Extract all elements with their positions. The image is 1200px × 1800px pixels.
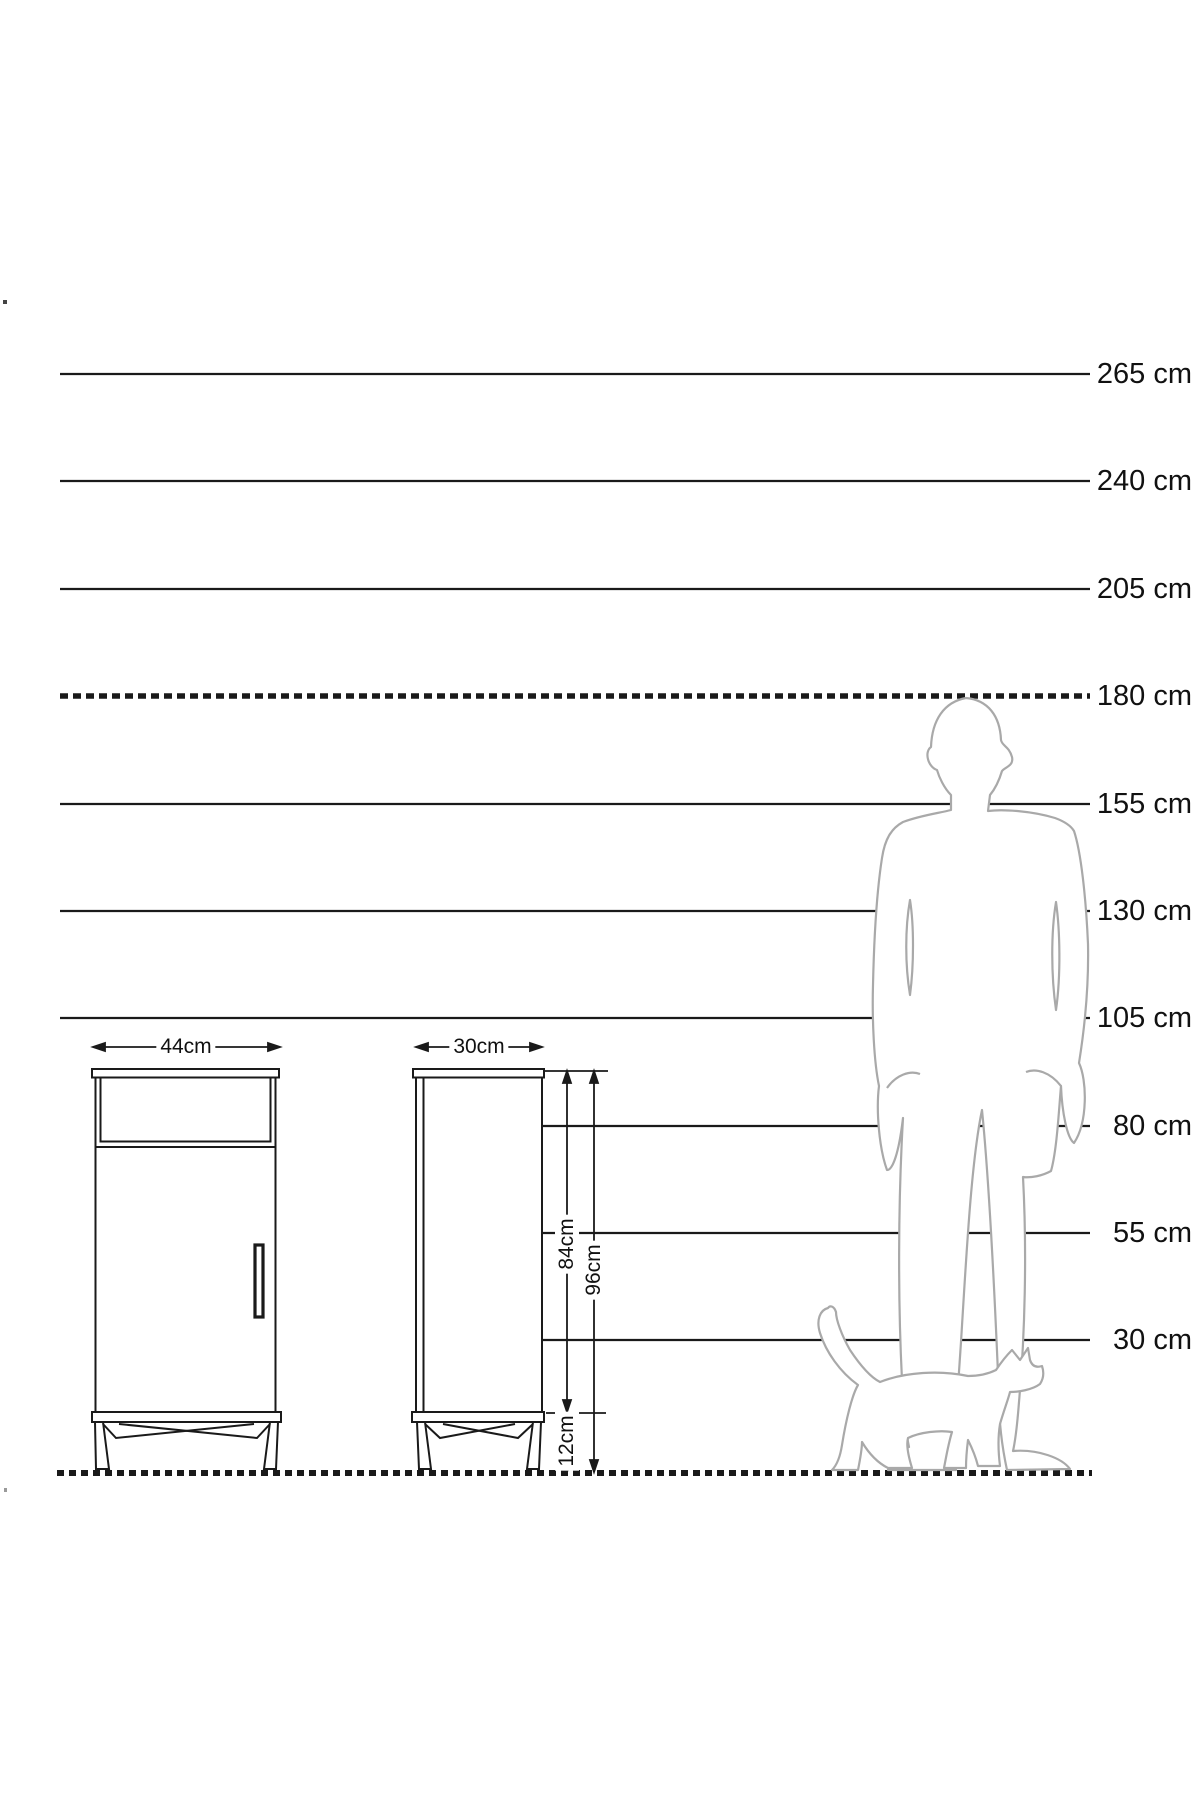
man-silhouette [873,698,1088,1470]
ruler-label-55: 55 cm [1113,1217,1192,1249]
cabinet-front-view [92,1069,281,1469]
ruler-label-80: 80 cm [1113,1110,1192,1142]
side-body [416,1078,542,1413]
ruler-label-180: 180 cm [1096,680,1192,712]
dim-44-arrow-left [93,1043,105,1051]
dim-30-arrow-left [416,1043,428,1051]
speck-top-left [3,300,7,304]
ruler-label-30: 30 cm [1113,1324,1192,1356]
ruler-label-205: 205 cm [1096,573,1192,605]
ruler-label-240: 240 cm [1096,465,1192,497]
dim-label-side-depth: 30cm [449,1035,508,1059]
dim-84-arrow-top [563,1071,571,1083]
dim-label-leg-height: 12cm [555,1411,579,1470]
ruler-label-130: 130 cm [1096,895,1192,927]
side-right-leg [527,1422,541,1469]
man-outline [873,698,1088,1470]
ruler-label-265: 265 cm [1096,358,1192,390]
dim-84-arrow-bottom [563,1400,571,1412]
dim-label-body-height: 84cm [555,1214,579,1273]
side-top-board [413,1069,544,1078]
dim-44-arrow-right [268,1043,280,1051]
side-left-leg [417,1422,431,1469]
front-body [96,1078,276,1413]
cabinet-side-view [412,1069,544,1469]
dim-30-arrow-right [530,1043,542,1051]
front-top-board [92,1069,279,1078]
scan-specks [3,300,7,1492]
ruler-label-105: 105 cm [1096,1002,1192,1034]
dim-label-front-width: 44cm [156,1035,215,1059]
dim-label-total-height: 96cm [582,1240,606,1299]
front-bottom-board [92,1412,281,1422]
dim-96-arrow-top [590,1071,598,1083]
front-niche [101,1078,271,1142]
dimension-lines [93,1043,608,1472]
side-bottom-board [412,1412,544,1422]
speck-bottom-left [4,1488,7,1492]
front-door-handle [255,1245,263,1317]
ruler-label-155: 155 cm [1096,788,1192,820]
